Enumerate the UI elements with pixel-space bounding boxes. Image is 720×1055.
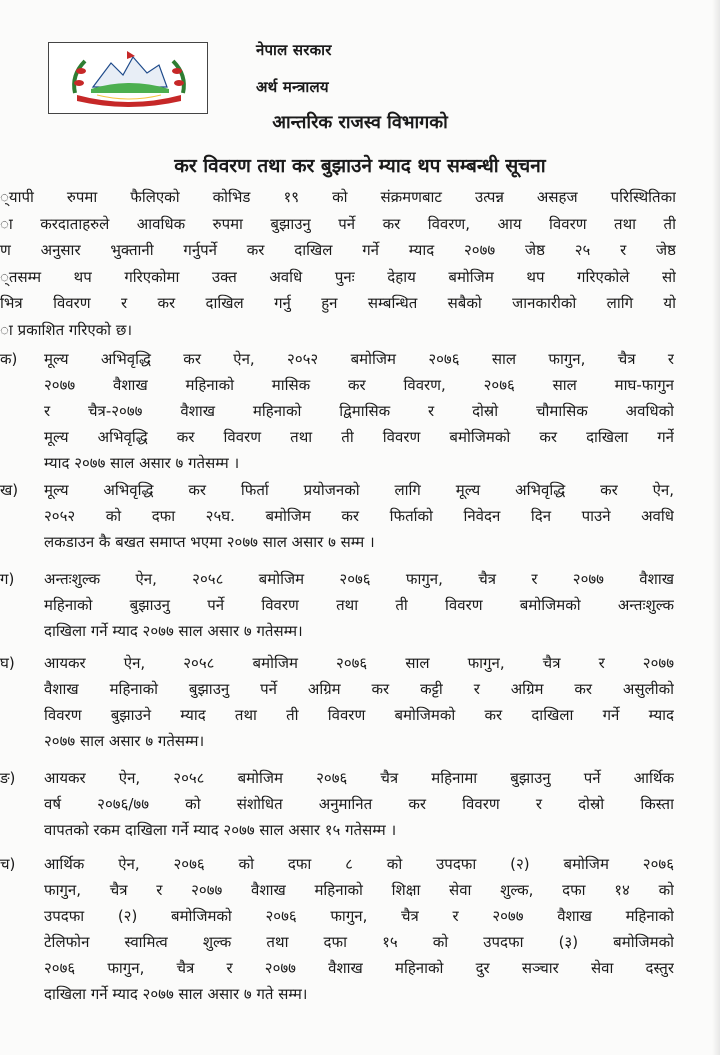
item-line: महिनाको बुझाउनु पर्ने विवरण तथा ती विवरण बमोजिमको अन्तःशुल्क <box>44 596 674 614</box>
intro-line: ्यापी रुपमा फैलिएको कोभिड १९ को संक्रमणबाट उत्पन्न असहज परिस्थितिका <box>0 188 676 206</box>
nepal-emblem-icon <box>67 49 191 109</box>
notice-title: कर विवरण तथा कर बुझाउने म्याद थप सम्बन्धी सूचना <box>174 155 546 177</box>
item-line: आर्थिक ऐन, २०७६ को दफा ८ को उपदफा (२) बमोजिम २०७६ <box>44 855 674 873</box>
intro-paragraph <box>0 184 676 343</box>
government-emblem <box>48 42 208 114</box>
ministry-name: अर्थ मन्त्रालय <box>256 78 329 96</box>
item-line: र चैत्र-२०७७ वैशाख महिनाको द्विमासिक र दोस्रो चौमासिक अवधिको <box>44 402 674 420</box>
item-line: आयकर ऐन, २०५८ बमोजिम २०७६ साल फागुन, चैत्र र २०७७ <box>44 654 674 672</box>
item-line: लकडाउन कै बखत समाप्त भएमा २०७७ साल असार ७ सम्म । <box>44 533 375 551</box>
item-marker: च) <box>0 855 16 873</box>
intro-line: ्तसम्म थप गरिएकोमा उक्त अवधि पुनः देहाय बमोजिम थप गरिएकोले सो <box>0 267 676 286</box>
item-line: वैशाख महिनाको बुझाउनु पर्ने अग्रिम कर कट्टी र अग्रिम कर असुलीको <box>44 680 674 698</box>
item-line: दाखिला गर्ने म्याद २०७७ साल असार ७ गतेसम्म। <box>44 622 303 640</box>
intro-line: भित्र विवरण र कर दाखिल गर्नु हुन सम्बन्धित सबैको जानकारीको लागि यो <box>0 294 676 312</box>
item-line: मूल्य अभिवृद्धि कर विवरण तथा ती विवरण बमोजिमको कर दाखिला गर्ने <box>44 428 674 446</box>
item-marker: ग) <box>0 570 15 588</box>
item-marker: ङ) <box>0 769 16 787</box>
intro-line: ा प्रकाशित गरिएको छ। <box>0 320 133 339</box>
item-line: २०७६ फागुन, चैत्र र २०७७ वैशाख महिनाको दुर सञ्चार सेवा दस्तुर <box>44 959 674 977</box>
item-line: २०५२ को दफा २५घ. बमोजिम कर फिर्ताको निवेदन दिन पाउने अवधि <box>44 507 674 525</box>
item-line: आयकर ऐन, २०५८ बमोजिम २०७६ चैत्र महिनामा बुझाउनु पर्ने आर्थिक <box>44 769 674 787</box>
item-marker: क) <box>0 350 18 368</box>
item-line: उपदफा (२) बमोजिमको २०७६ फागुन, चैत्र र २०७७ वैशाख महिनाको <box>44 907 674 925</box>
item-line: वापतको रकम दाखिला गर्ने म्याद २०७७ साल असार १५ गतेसम्म । <box>44 821 397 839</box>
item-line: वर्ष २०७६/७७ को संशोधित अनुमानित कर विवरण र दोस्रो किस्ता <box>44 795 674 813</box>
department-heading: आन्तरिक राजस्व विभागको <box>272 112 448 133</box>
government-name: नेपाल सरकार <box>256 41 332 59</box>
item-line: फागुन, चैत्र र २०७७ वैशाख महिनाको शिक्षा सेवा शुल्क, दफा १४ को <box>44 881 674 899</box>
item-line: विवरण बुझाउने म्याद तथा ती विवरण बमोजिमको कर दाखिला गर्ने म्याद <box>44 706 674 724</box>
item-line: मूल्य अभिवृद्धि कर ऐन, २०५२ बमोजिम २०७६ साल फागुन, चैत्र र <box>44 350 674 368</box>
item-line: मूल्य अभिवृद्धि कर फिर्ता प्रयोजनको लागि मूल्य अभिवृद्धि कर ऐन, <box>44 481 674 499</box>
item-marker: ख) <box>0 481 19 499</box>
intro-line: ा करदाताहरुले आवधिक रुपमा बुझाउनु पर्ने कर विवरण, आय विवरण तथा ती <box>0 214 676 233</box>
item-line: म्याद २०७७ साल असार ७ गतेसम्म । <box>44 454 240 472</box>
item-line: टेलिफोन स्वामित्व शुल्क तथा दफा १५ को उपदफा (३) बमोजिमको <box>44 933 674 951</box>
item-marker: घ) <box>0 654 15 672</box>
intro-line: ण अनुसार भुक्तानी गर्नुपर्ने कर दाखिल गर्ने म्याद २०७७ जेष्ठ २५ र जेष्ठ <box>0 241 676 259</box>
item-line: दाखिला गर्ने म्याद २०७७ साल असार ७ गते सम्म। <box>44 985 308 1003</box>
item-line: २०७७ साल असार ७ गतेसम्म। <box>44 732 205 750</box>
item-line: अन्तःशुल्क ऐन, २०५८ बमोजिम २०७६ फागुन, चैत्र र २०७७ वैशाख <box>44 570 674 588</box>
item-line: २०७७ वैशाख महिनाको मासिक कर विवरण, २०७६ साल माघ-फागुन <box>44 376 674 394</box>
